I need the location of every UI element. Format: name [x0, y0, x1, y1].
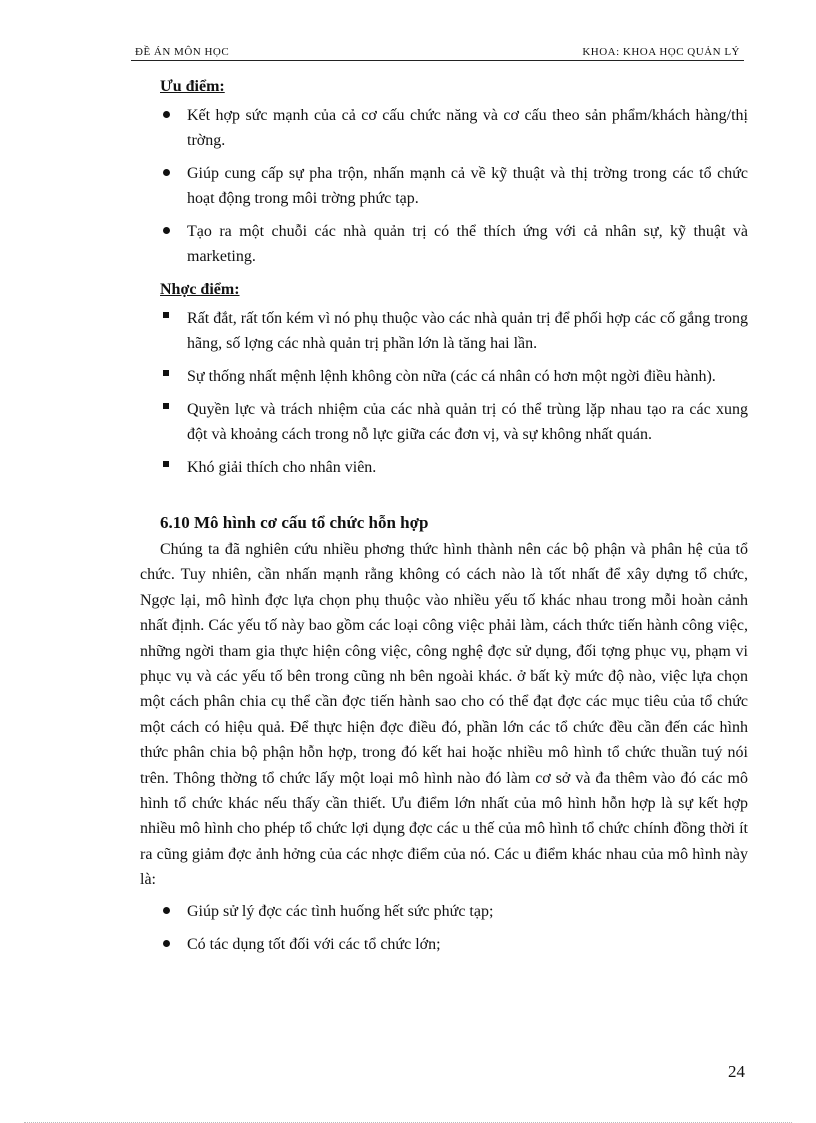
- disadvantages-list: [160, 306, 748, 480]
- list-item: Có tác dụng tốt đối với các tổ chức lớn;: [160, 932, 748, 957]
- list-item: Giúp sử lý đợc các tình huống hết sức phức tạp;: [160, 899, 748, 924]
- advantages-list: [160, 103, 748, 269]
- section-paragraph: Chúng ta đã nghiên cứu nhiều phơng thức hình thành nên các bộ phận và phân hệ của tổ chức. Tuy nhiên, cần nhấn mạnh rằng không có cách nào là tốt nhất để xây dựng tổ chức, Ngợc lại, mô hình đợc lựa chọn phụ thuộc vào nhiều yếu tố khác nhau trong mỗi hoàn cảnh nhất định. Các yếu tố này bao gồm các loại công việc phải làm, cách thức tiến hành công việc, những ngời tham gia thực hiện công việc, công nghệ đợc sử dụng, đối tợng phục vụ, phạm vi phục vụ và các yếu tố bên trong cũng nh bên ngoài khác. ở bất kỳ mức độ nào, việc lựa chọn một cách phân chia cụ thể cần đợc tiến hành sao cho có thể đạt đợc các mục tiêu của tổ chức một cách có hiệu quả. Để thực hiện đợc điều đó, phần lớn các tổ chức đều cần đến các hình thức phân chia bộ phận hỗn hợp, trong đó kết hai hoặc nhiều mô hình tổ chức thuần tuý nói trên. Thông thờng tổ chức lấy một loại mô hình nào đó làm cơ sở và đa thêm vào đó các mô hình tổ chức khác nếu thấy cần thiết. Ưu điểm lớn nhất của mô hình hỗn hợp là sự kết hợp nhiều mô hình cho phép tổ chức lợi dụng đợc các u thế của mô hình tổ chức chính đồng thời ít ra cũng giảm đợc ảnh hởng của các nhợc điểm của nó. Các u điểm khác nhau của mô hình này là:: [140, 541, 748, 889]
- list-item: Giúp cung cấp sự pha trộn, nhấn mạnh cả về kỹ thuật và thị trờng trong các tổ chức hoạt động trong môi trờng phức tạp.: [160, 161, 748, 211]
- list-item: Tạo ra một chuỗi các nhà quản trị có thể thích ứng với cả nhân sự, kỹ thuật và marketing.: [160, 219, 748, 269]
- list-item: Khó giải thích cho nhân viên.: [160, 455, 748, 480]
- section-list: [160, 899, 748, 957]
- page-number: 24: [728, 1062, 745, 1081]
- list-item: Sự thống nhất mệnh lệnh không còn nữa (các cá nhân có hơn một ngời điều hành).: [160, 364, 748, 389]
- list-item: Kết hợp sức mạnh của cả cơ cấu chức năng và cơ cấu theo sản phẩm/khách hàng/thị trờng.: [160, 103, 748, 153]
- disadvantages-heading: Nhợc điểm:: [160, 281, 240, 298]
- section-title: 6.10 Mô hình cơ cấu tổ chức hỗn hợp: [160, 513, 429, 532]
- page-header: [131, 42, 744, 61]
- header-right-text: KHOA: KHOA HỌC QUẢN LÝ: [582, 46, 740, 58]
- header-left-text: ĐỀ ÁN MÔN HỌC: [135, 46, 230, 58]
- list-item: Rất đắt, rất tốn kém vì nó phụ thuộc vào các nhà quản trị để phối hợp các cố gắng trong hãng, số lợng các nhà quản trị phần lớn là tăng hai lần.: [160, 306, 748, 356]
- list-item: Quyền lực và trách nhiệm của các nhà quản trị có thể trùng lặp nhau tạo ra các xung đột và khoảng cách trong nỗ lực giữa các đơn vị, và sự không nhất quán.: [160, 397, 748, 447]
- advantages-heading: Ưu điểm:: [160, 78, 225, 95]
- page-content: [140, 74, 748, 965]
